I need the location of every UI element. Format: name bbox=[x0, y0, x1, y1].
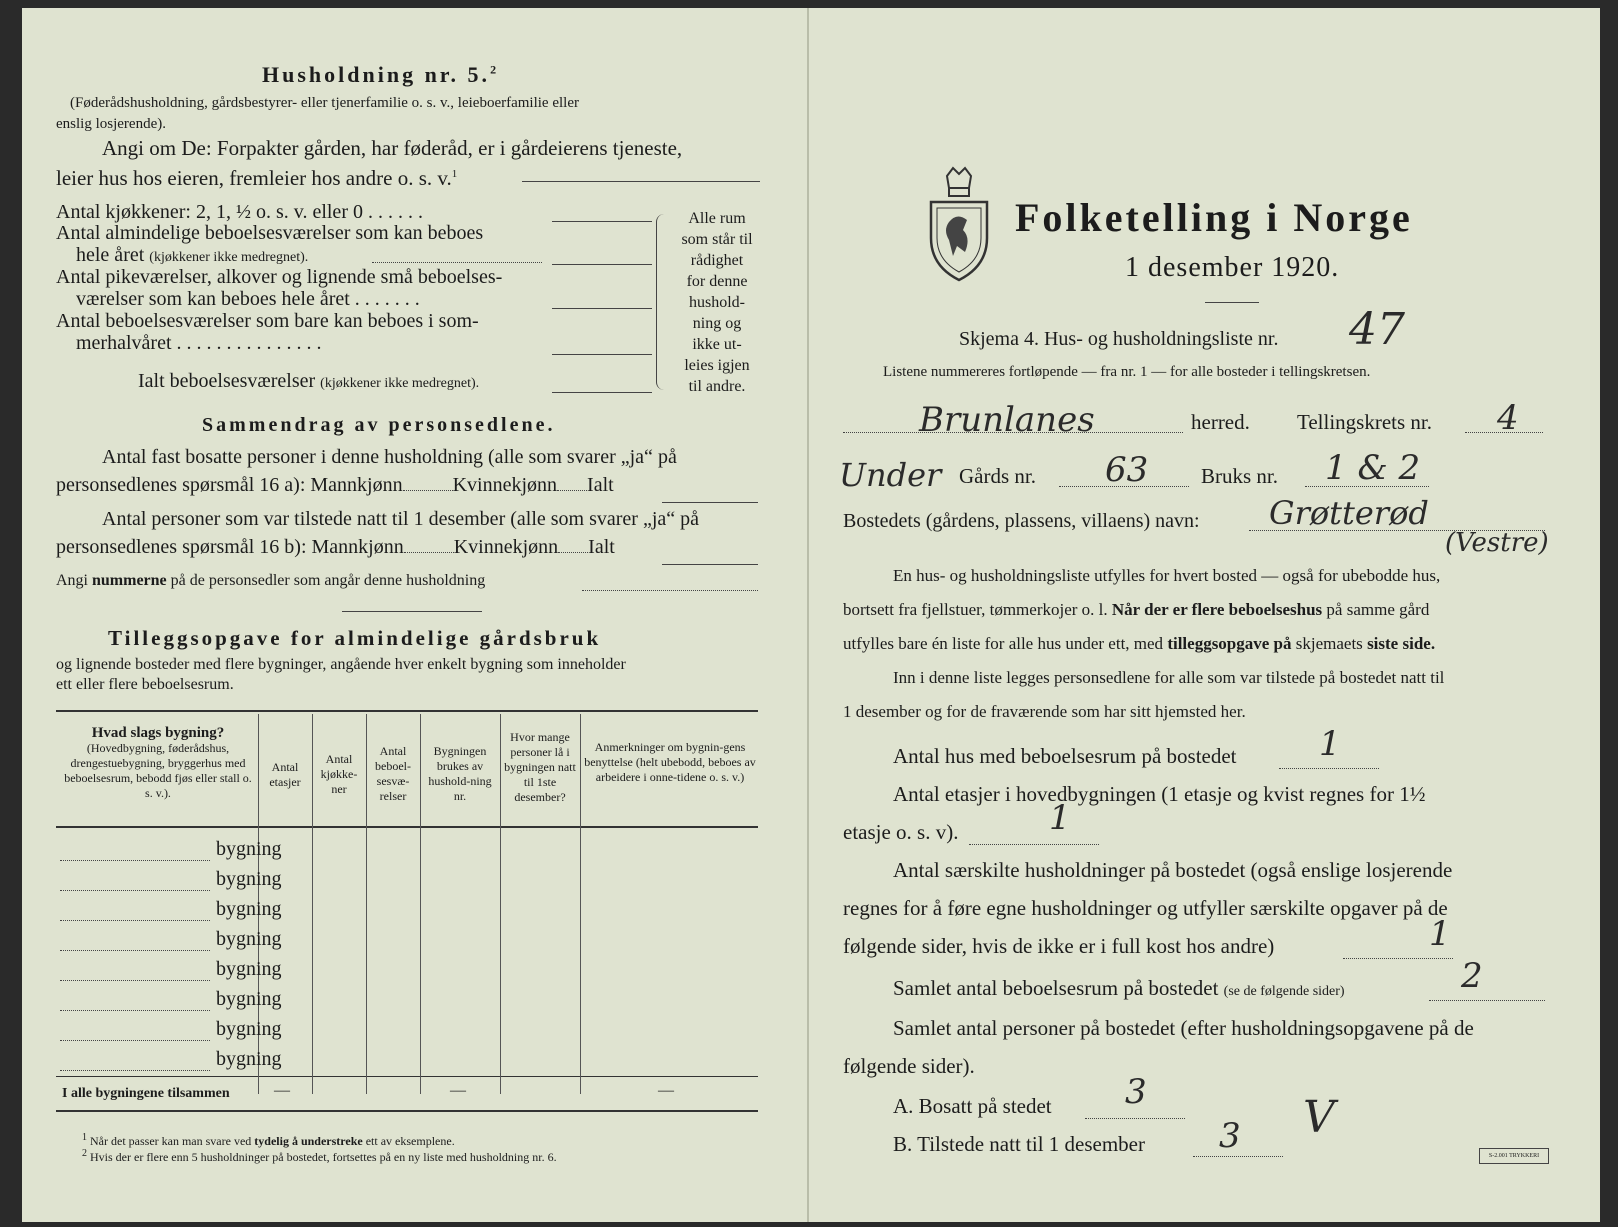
alm-dots bbox=[372, 262, 542, 263]
sommer-answer bbox=[552, 354, 652, 355]
para2-line1: Inn i denne liste legges personsedlene for alle som var tilstede på bostedet natt til bbox=[893, 668, 1445, 687]
bostedets-label: Bostedets (gårdens, plassens, villaens) navn: bbox=[843, 510, 1200, 532]
ialt-line: Ialt beboelsesværelser (kjøkkener ikke medregnet). bbox=[138, 370, 480, 392]
tellingskrets-number: 4 bbox=[1497, 398, 1519, 438]
intro-line1: (Føderådshusholdning, gårdsbestyrer- eller tjenerfamilie o. s. v., leieboerfamilie eller bbox=[70, 95, 579, 111]
nummerne-dots bbox=[582, 590, 758, 591]
etasjer-line2: etasje o. s. v). bbox=[843, 820, 959, 844]
sammendrag-title: Sammendrag av personsedlene. bbox=[202, 414, 556, 436]
table-row-label: bygning bbox=[216, 868, 282, 890]
tilstede-answer: 3 bbox=[1219, 1116, 1241, 1156]
table-bottom-rule bbox=[56, 1110, 758, 1112]
census-sheet bbox=[22, 8, 1600, 1222]
samlet-rum-dots bbox=[1429, 1000, 1545, 1001]
bracket-note-line: leies igjen bbox=[684, 357, 750, 374]
col-head-anmerkninger: Anmerkninger om bygnin-gens benyttelse (helt ubebodd, beboes av arbeidere i onne-tidene o. s. v.) bbox=[584, 740, 756, 784]
bracket-note-line: ning og bbox=[692, 315, 742, 332]
col-head-personer: Hvor mange personer lå i bygningen natt til 1ste desember? bbox=[504, 730, 576, 804]
bosted-name-2: (Vestre) bbox=[1445, 528, 1549, 558]
skjema-line: Skjema 4. Hus- og husholdningsliste nr. bbox=[959, 328, 1279, 350]
tilstede-checkmark: V bbox=[1303, 1092, 1335, 1143]
col-head-bygning bbox=[62, 726, 254, 801]
gards-label: Gårds nr. bbox=[959, 464, 1036, 488]
tilstede-line1: Antal personer som var tilstede natt til 1 desember (alle som svarer „ja“ på bbox=[102, 508, 700, 530]
bruks-label: Bruks nr. bbox=[1201, 464, 1279, 488]
alm-answer bbox=[552, 264, 652, 265]
table-col-divider bbox=[312, 714, 313, 1094]
row-dots bbox=[60, 890, 210, 891]
pike-line1: Antal pikeværelser, alkover og lignende små beboelses- bbox=[56, 266, 503, 288]
coat-of-arms-icon bbox=[927, 166, 991, 286]
angi-sup: 1 bbox=[451, 168, 458, 180]
table-row-label: bygning bbox=[216, 838, 282, 860]
table-total-rule bbox=[56, 1076, 758, 1077]
col-head-kjokkener: Antal kjøkke-ner bbox=[320, 752, 358, 796]
table-row-label: bygning bbox=[216, 928, 282, 950]
etasjer-answer: 1 bbox=[1049, 798, 1071, 838]
footnote-1: $^1$ Når det passer kan man svare ved tydelig å understreke ett av eksemplene. bbox=[82, 1132, 455, 1148]
bosatt-answer: 3 bbox=[1125, 1072, 1147, 1112]
skjema-number: 47 bbox=[1349, 304, 1405, 355]
sommer-line2: merhalvåret . . . . . . . . . . . . . . . bbox=[76, 332, 322, 354]
total-label: I alle bygningene tilsammen bbox=[62, 1086, 230, 1101]
fast-line1: Antal fast bosatte personer i denne husholdning (alle som svarer „ja“ på bbox=[102, 446, 677, 468]
table-row-label: bygning bbox=[216, 958, 282, 980]
printer-stamp: S-2.001 TRYKKERI bbox=[1479, 1148, 1549, 1164]
para1-line2: bortsett fra fjellstuer, tømmerkojer o. l. Når der er flere beboelseshus på samme gård bbox=[843, 600, 1430, 619]
angi-line1: Angi om De: Forpakter gården, har føderåd, er i gårdeierens tjeneste, bbox=[102, 136, 683, 160]
total-dash: — bbox=[658, 1082, 674, 1099]
form-title: Folketelling i Norge bbox=[1015, 195, 1413, 240]
table-col-divider bbox=[500, 714, 501, 1094]
listene-line: Listene nummereres fortløpende — fra nr. 1 — for alle bosteder i tellingskretsen. bbox=[883, 364, 1371, 380]
para1-line3: utfylles bare én liste for alle hus under ett, med tilleggsopgave på skjemaets siste side. bbox=[843, 634, 1436, 653]
bracket-note-line: ikke ut- bbox=[692, 336, 742, 353]
husholdning-title: Husholdning nr. 5.$^2$ bbox=[262, 62, 500, 87]
col-head-bygning-sub: (Hovedbygning, føderådshus, drengestuebygning, bryggerhus med beboelsesrum, bebodd fjøs eller stall o. s. v.). bbox=[64, 741, 252, 800]
sommer-line1: Antal beboelsesværelser som bare kan beboes i som- bbox=[56, 310, 479, 332]
para2-line2: 1 desember og for de fraværende som har sitt hjemsted her. bbox=[843, 702, 1246, 721]
tillegg-line1: og lignende bosteder med flere bygninger, angående hver enkelt bygning som inneholder bbox=[56, 656, 626, 673]
table-row-label: bygning bbox=[216, 898, 282, 920]
intro-line2: enslig losjerende). bbox=[56, 116, 166, 132]
hus-label: Antal hus med beboelsesrum på bostedet bbox=[893, 744, 1237, 768]
tillegg-line2: ett eller flere beboelsesrum. bbox=[56, 676, 234, 693]
husholdning-sup: 2 bbox=[490, 62, 500, 77]
table-col-divider bbox=[580, 714, 581, 1094]
bracket-note-line: til andre. bbox=[688, 378, 746, 395]
angi-line2: leier hus hos eieren, fremleier hos andre o. s. v.$^1$ bbox=[56, 166, 458, 190]
col-head-etasjer: Antal etasjer bbox=[269, 760, 301, 789]
table-row-label: bygning bbox=[216, 1048, 282, 1070]
saer-line1: Antal særskilte husholdninger på bostedet (også enslige losjerende bbox=[893, 858, 1453, 882]
table-head-rule bbox=[56, 826, 758, 828]
etasjer-dots bbox=[969, 844, 1099, 845]
kjokkener-answer bbox=[552, 221, 652, 222]
para1-line1: En hus- og husholdningsliste utfylles for hvert bosted — også for ubebodde hus, bbox=[893, 566, 1441, 585]
bosatt-label: A. Bosatt på stedet bbox=[893, 1094, 1052, 1118]
tilstede-ialt-answer bbox=[662, 564, 758, 565]
fast-line2: personsedlenes spørsmål 16 a): Mannkjønn Kvinnekjønn Ialt bbox=[56, 474, 614, 496]
ialt-answer bbox=[552, 392, 652, 393]
samlet-pers-line2: følgende sider). bbox=[843, 1054, 975, 1078]
bracket-note-line: for denne bbox=[686, 273, 748, 290]
tilstede-label: B. Tilstede natt til 1 desember bbox=[893, 1132, 1145, 1156]
total-dash: — bbox=[274, 1082, 290, 1099]
saer-dots bbox=[1343, 958, 1453, 959]
total-dash: — bbox=[450, 1082, 466, 1099]
bracket-note-line: hushold- bbox=[689, 294, 745, 311]
saer-line2: regnes for å føre egne husholdninger og utfyller særskilte opgaver på de bbox=[843, 896, 1448, 920]
pike-answer bbox=[552, 308, 652, 309]
samlet-rum-label: Samlet antal beboelsesrum på bostedet (se de følgende sider) bbox=[893, 976, 1345, 1000]
tillegg-title: Tilleggsopgave for almindelige gårdsbruk bbox=[108, 626, 602, 650]
row-dots bbox=[60, 920, 210, 921]
table-top-rule bbox=[56, 710, 758, 712]
herred-name: Brunlanes bbox=[919, 400, 1095, 440]
kjokkener-line: Antal kjøkkener: 2, 1, ½ o. s. v. eller 0 . . . . . . bbox=[56, 201, 423, 223]
bosatt-dots bbox=[1085, 1118, 1185, 1119]
gards-number: 63 bbox=[1105, 450, 1149, 490]
section-divider bbox=[342, 611, 482, 612]
pike-line2: værelser som kan beboes hele året . . . . . . . bbox=[76, 288, 420, 310]
bracket-note-line: Alle rum bbox=[688, 210, 746, 227]
footnote-2: $^2$ Hvis der er flere enn 5 husholdninger på bostedet, fortsettes på en ny liste med husholdning nr. 6. bbox=[82, 1148, 557, 1164]
tilstede-line2: personsedlenes spørsmål 16 b): Mannkjønn Kvinnekjønn Ialt bbox=[56, 536, 615, 558]
table-row-label: bygning bbox=[216, 1018, 282, 1040]
tilstede-dots bbox=[1193, 1156, 1283, 1157]
col-head-bygning-title: Hvad slags bygning? bbox=[91, 725, 225, 741]
herred-label: herred. bbox=[1191, 410, 1250, 434]
hus-answer: 1 bbox=[1319, 724, 1341, 764]
saer-answer: 1 bbox=[1429, 914, 1451, 954]
row-dots bbox=[60, 1070, 210, 1071]
hus-dots bbox=[1279, 768, 1379, 769]
fast-ialt-answer bbox=[662, 502, 758, 503]
alm-line1: Antal almindelige beboelsesværelser som kan beboes bbox=[56, 222, 484, 244]
col-head-beboelsesvaerelser: Antal beboel-sesvæ-relser bbox=[375, 744, 411, 803]
table-row-label: bygning bbox=[216, 988, 282, 1010]
under-note: Under bbox=[839, 456, 942, 494]
right-page bbox=[809, 8, 1600, 1222]
bracket-note-line: som står til bbox=[681, 231, 753, 248]
left-page bbox=[22, 8, 807, 1222]
nummerne-line: Angi nummerne på de personsedler som angår denne husholdning bbox=[56, 572, 486, 589]
bracket bbox=[656, 214, 667, 390]
table-col-divider bbox=[366, 714, 367, 1094]
bruks-number: 1 & 2 bbox=[1325, 448, 1421, 488]
row-dots bbox=[60, 950, 210, 951]
title-divider bbox=[1205, 302, 1259, 303]
angi-answer-line bbox=[522, 180, 760, 182]
bosted-name: Grøtterød bbox=[1269, 494, 1429, 532]
row-dots bbox=[60, 980, 210, 981]
row-dots bbox=[60, 1010, 210, 1011]
saer-line3: følgende sider, hvis de ikke er i full kost hos andre) bbox=[843, 934, 1275, 958]
form-date: 1 desember 1920. bbox=[1125, 252, 1340, 283]
col-head-husholdning: Bygningen brukes av hushold-ning nr. bbox=[428, 744, 492, 803]
table-col-divider bbox=[420, 714, 421, 1094]
bracket-note bbox=[672, 208, 762, 397]
tellingskrets-label: Tellingskrets nr. bbox=[1297, 410, 1433, 434]
row-dots bbox=[60, 860, 210, 861]
alm-line2: hele året (kjøkkener ikke medregnet). bbox=[76, 244, 309, 266]
etasjer-line1: Antal etasjer i hovedbygningen (1 etasje og kvist regnes for 1½ bbox=[893, 782, 1426, 806]
samlet-rum-answer: 2 bbox=[1461, 956, 1483, 996]
bracket-note-line: rådighet bbox=[690, 252, 744, 269]
samlet-pers-line1: Samlet antal personer på bostedet (efter husholdningsopgavene på de bbox=[893, 1016, 1474, 1040]
row-dots bbox=[60, 1040, 210, 1041]
